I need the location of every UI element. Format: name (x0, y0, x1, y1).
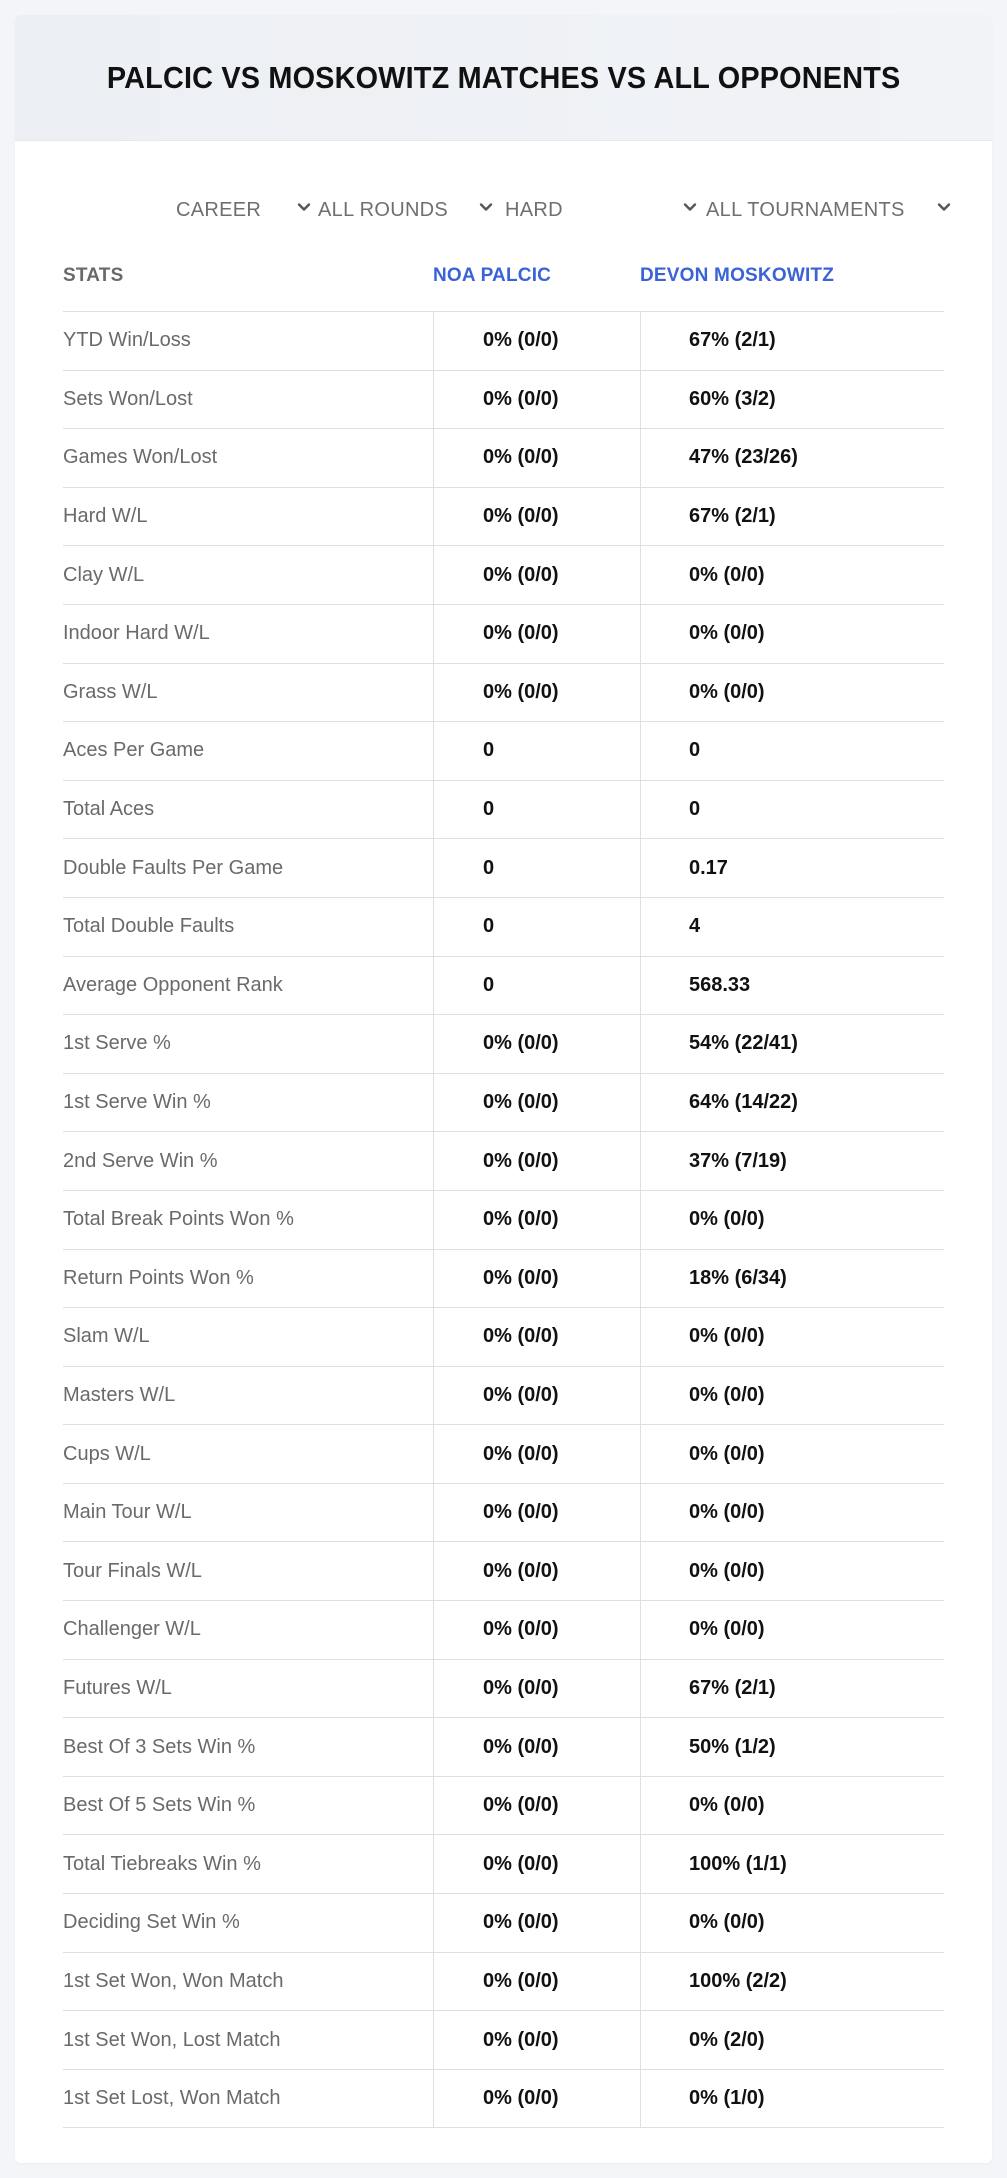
player1-stat-value: 0% (0/0) (433, 1835, 640, 1893)
stat-label: Tour Finals W/L (63, 1559, 202, 1582)
stat-label: Average Opponent Rank (63, 973, 283, 996)
player2-stat-value: 0% (0/0) (640, 1484, 944, 1542)
surface-select[interactable] (505, 185, 705, 235)
player2-stat-value: 0% (0/0) (640, 546, 944, 604)
player2-stat-value: 54% (22/41) (640, 1015, 944, 1073)
player2-stat-value: 0% (2/0) (640, 2011, 944, 2069)
player1-stat-value: 0% (0/0) (433, 1484, 640, 1542)
table-row (63, 605, 944, 664)
table-row (63, 1074, 944, 1133)
player2-stat-value: 0.17 (640, 839, 944, 897)
stat-label: Main Tour W/L (63, 1501, 192, 1524)
table-row (63, 1484, 944, 1543)
player1-stat-value: 0% (0/0) (433, 1308, 640, 1366)
player1-stat-value: 0% (0/0) (433, 605, 640, 663)
player2-stat-value: 37% (7/19) (640, 1132, 944, 1190)
stat-label: 1st Set Won, Won Match (63, 1969, 284, 1992)
player2-stat-value: 0% (0/0) (640, 1542, 944, 1600)
stat-label: Total Break Points Won % (63, 1208, 294, 1231)
player2-stat-value: 0% (0/0) (640, 664, 944, 722)
table-row (63, 1835, 944, 1894)
chevron-down-icon (479, 200, 493, 214)
stat-label: Total Double Faults (63, 915, 235, 938)
stat-label: Hard W/L (63, 505, 148, 528)
player1-stat-value: 0% (0/0) (433, 1953, 640, 2011)
stat-label: 1st Serve % (63, 1032, 171, 1055)
player1-stat-value: 0% (0/0) (433, 429, 640, 487)
table-row (63, 312, 944, 371)
table-row (63, 1718, 944, 1777)
stat-label: Double Faults Per Game (63, 856, 284, 879)
player1-stat-value: 0% (0/0) (433, 2011, 640, 2069)
player1-stat-value: 0% (0/0) (433, 1425, 640, 1483)
player2-stat-value: 4 (640, 898, 944, 956)
player2-stat-value: 0% (0/0) (640, 1367, 944, 1425)
stats-card (15, 15, 992, 2163)
player2-stat-value: 0% (0/0) (640, 1308, 944, 1366)
stat-label: Futures W/L (63, 1676, 172, 1699)
tournaments-select-value: ALL TOURNAMENTS (706, 198, 905, 221)
table-row (63, 898, 944, 957)
player2-stat-value: 0% (0/0) (640, 605, 944, 663)
table-row (63, 1660, 944, 1719)
surface-select-value: HARD (505, 198, 563, 221)
rounds-select[interactable] (318, 185, 498, 235)
table-row (63, 722, 944, 781)
stat-label: Best Of 5 Sets Win % (63, 1794, 256, 1817)
stat-label: Deciding Set Win % (63, 1911, 240, 1934)
player2-stat-value: 67% (2/1) (640, 312, 944, 370)
player1-stat-value: 0% (0/0) (433, 1894, 640, 1952)
table-row (63, 957, 944, 1016)
stat-label: 2nd Serve Win % (63, 1149, 218, 1172)
player1-stat-value: 0% (0/0) (433, 1250, 640, 1308)
stat-label: Return Points Won % (63, 1266, 254, 1289)
column-header-stats: STATS (63, 265, 124, 286)
table-row (63, 781, 944, 840)
stat-label: Sets Won/Lost (63, 387, 193, 410)
table-row (63, 1894, 944, 1953)
player2-stat-value: 0% (1/0) (640, 2070, 944, 2128)
player1-stat-value: 0 (433, 839, 640, 897)
player1-stat-value: 0% (0/0) (433, 664, 640, 722)
player2-stat-value: 0 (640, 722, 944, 780)
player2-stat-value: 67% (2/1) (640, 488, 944, 546)
stat-label: Cups W/L (63, 1442, 151, 1465)
stats-table (63, 245, 944, 2128)
table-row (63, 1015, 944, 1074)
player2-stat-value: 18% (6/34) (640, 1250, 944, 1308)
filter-bar (15, 185, 992, 235)
player2-stat-value: 0 (640, 781, 944, 839)
stat-label: Games Won/Lost (63, 446, 218, 469)
stat-label: Aces Per Game (63, 739, 205, 762)
stat-label: 1st Set Lost, Won Match (63, 2087, 281, 2110)
player1-stat-value: 0% (0/0) (433, 1601, 640, 1659)
player2-stat-value: 64% (14/22) (640, 1074, 944, 1132)
page-header (15, 15, 992, 141)
player1-stat-value: 0% (0/0) (433, 1074, 640, 1132)
stat-label: Slam W/L (63, 1325, 150, 1348)
chevron-down-icon (937, 200, 951, 214)
player2-stat-value: 67% (2/1) (640, 1660, 944, 1718)
table-row (63, 839, 944, 898)
stat-label: Challenger W/L (63, 1618, 201, 1641)
table-row (63, 1953, 944, 2012)
player1-stat-value: 0 (433, 781, 640, 839)
player2-stat-value: 60% (3/2) (640, 371, 944, 429)
stat-label: Clay W/L (63, 563, 145, 586)
stat-label: Best Of 3 Sets Win % (63, 1735, 256, 1758)
player1-stat-value: 0% (0/0) (433, 1718, 640, 1776)
player2-stat-value: 0% (0/0) (640, 1425, 944, 1483)
player1-stat-value: 0 (433, 898, 640, 956)
table-row (63, 1777, 944, 1836)
table-header (63, 245, 944, 312)
period-select[interactable] (176, 185, 312, 235)
table-row (63, 429, 944, 488)
player1-stat-value: 0% (0/0) (433, 1132, 640, 1190)
table-row (63, 1250, 944, 1309)
table-row (63, 1367, 944, 1426)
player2-stat-value: 100% (1/1) (640, 1835, 944, 1893)
player1-stat-value: 0% (0/0) (433, 1777, 640, 1835)
table-row (63, 2011, 944, 2070)
player1-stat-value: 0 (433, 722, 640, 780)
table-row (63, 664, 944, 723)
table-row (63, 371, 944, 430)
player1-stat-value: 0% (0/0) (433, 1542, 640, 1600)
player2-stat-value: 50% (1/2) (640, 1718, 944, 1776)
stat-label: Masters W/L (63, 1383, 176, 1406)
player2-stat-value: 0% (0/0) (640, 1894, 944, 1952)
chevron-down-icon (683, 200, 697, 214)
player1-stat-value: 0% (0/0) (433, 1367, 640, 1425)
player2-stat-value: 0% (0/0) (640, 1777, 944, 1835)
table-row (63, 1601, 944, 1660)
tournaments-select[interactable] (706, 185, 956, 235)
player1-stat-value: 0 (433, 957, 640, 1015)
stat-label: YTD Win/Loss (63, 329, 191, 352)
table-row (63, 488, 944, 547)
page-title: PALCIC VS MOSKOWITZ MATCHES VS ALL OPPONENTS (106, 59, 901, 95)
player1-stat-value: 0% (0/0) (433, 488, 640, 546)
table-row (63, 1132, 944, 1191)
rounds-select-value: ALL ROUNDS (318, 198, 449, 221)
player1-stat-value: 0% (0/0) (433, 1015, 640, 1073)
player1-stat-value: 0% (0/0) (433, 2070, 640, 2128)
player1-stat-value: 0% (0/0) (433, 312, 640, 370)
chevron-down-icon (297, 200, 311, 214)
stat-label: 1st Serve Win % (63, 1091, 211, 1114)
period-select-value: CAREER (176, 198, 262, 221)
table-row (63, 1308, 944, 1367)
player1-stat-value: 0% (0/0) (433, 371, 640, 429)
stat-label: Indoor Hard W/L (63, 622, 210, 645)
player2-stat-value: 47% (23/26) (640, 429, 944, 487)
player2-stat-value: 0% (0/0) (640, 1601, 944, 1659)
player2-stat-value: 0% (0/0) (640, 1191, 944, 1249)
table-row (63, 1425, 944, 1484)
player1-stat-value: 0% (0/0) (433, 1191, 640, 1249)
table-row (63, 546, 944, 605)
player2-stat-value: 100% (2/2) (640, 1953, 944, 2011)
stat-label: Grass W/L (63, 680, 158, 703)
stat-label: Total Aces (63, 798, 155, 821)
player2-stat-value: 568.33 (640, 957, 944, 1015)
table-body (63, 312, 944, 2128)
column-header-player1[interactable]: NOA PALCIC (433, 265, 552, 286)
player1-stat-value: 0% (0/0) (433, 546, 640, 604)
stat-label: Total Tiebreaks Win % (63, 1852, 261, 1875)
table-row (63, 1542, 944, 1601)
column-header-player2[interactable]: DEVON MOSKOWITZ (640, 265, 835, 286)
stat-label: 1st Set Won, Lost Match (63, 2028, 281, 2051)
player1-stat-value: 0% (0/0) (433, 1660, 640, 1718)
table-row (63, 2070, 944, 2129)
table-row (63, 1191, 944, 1250)
